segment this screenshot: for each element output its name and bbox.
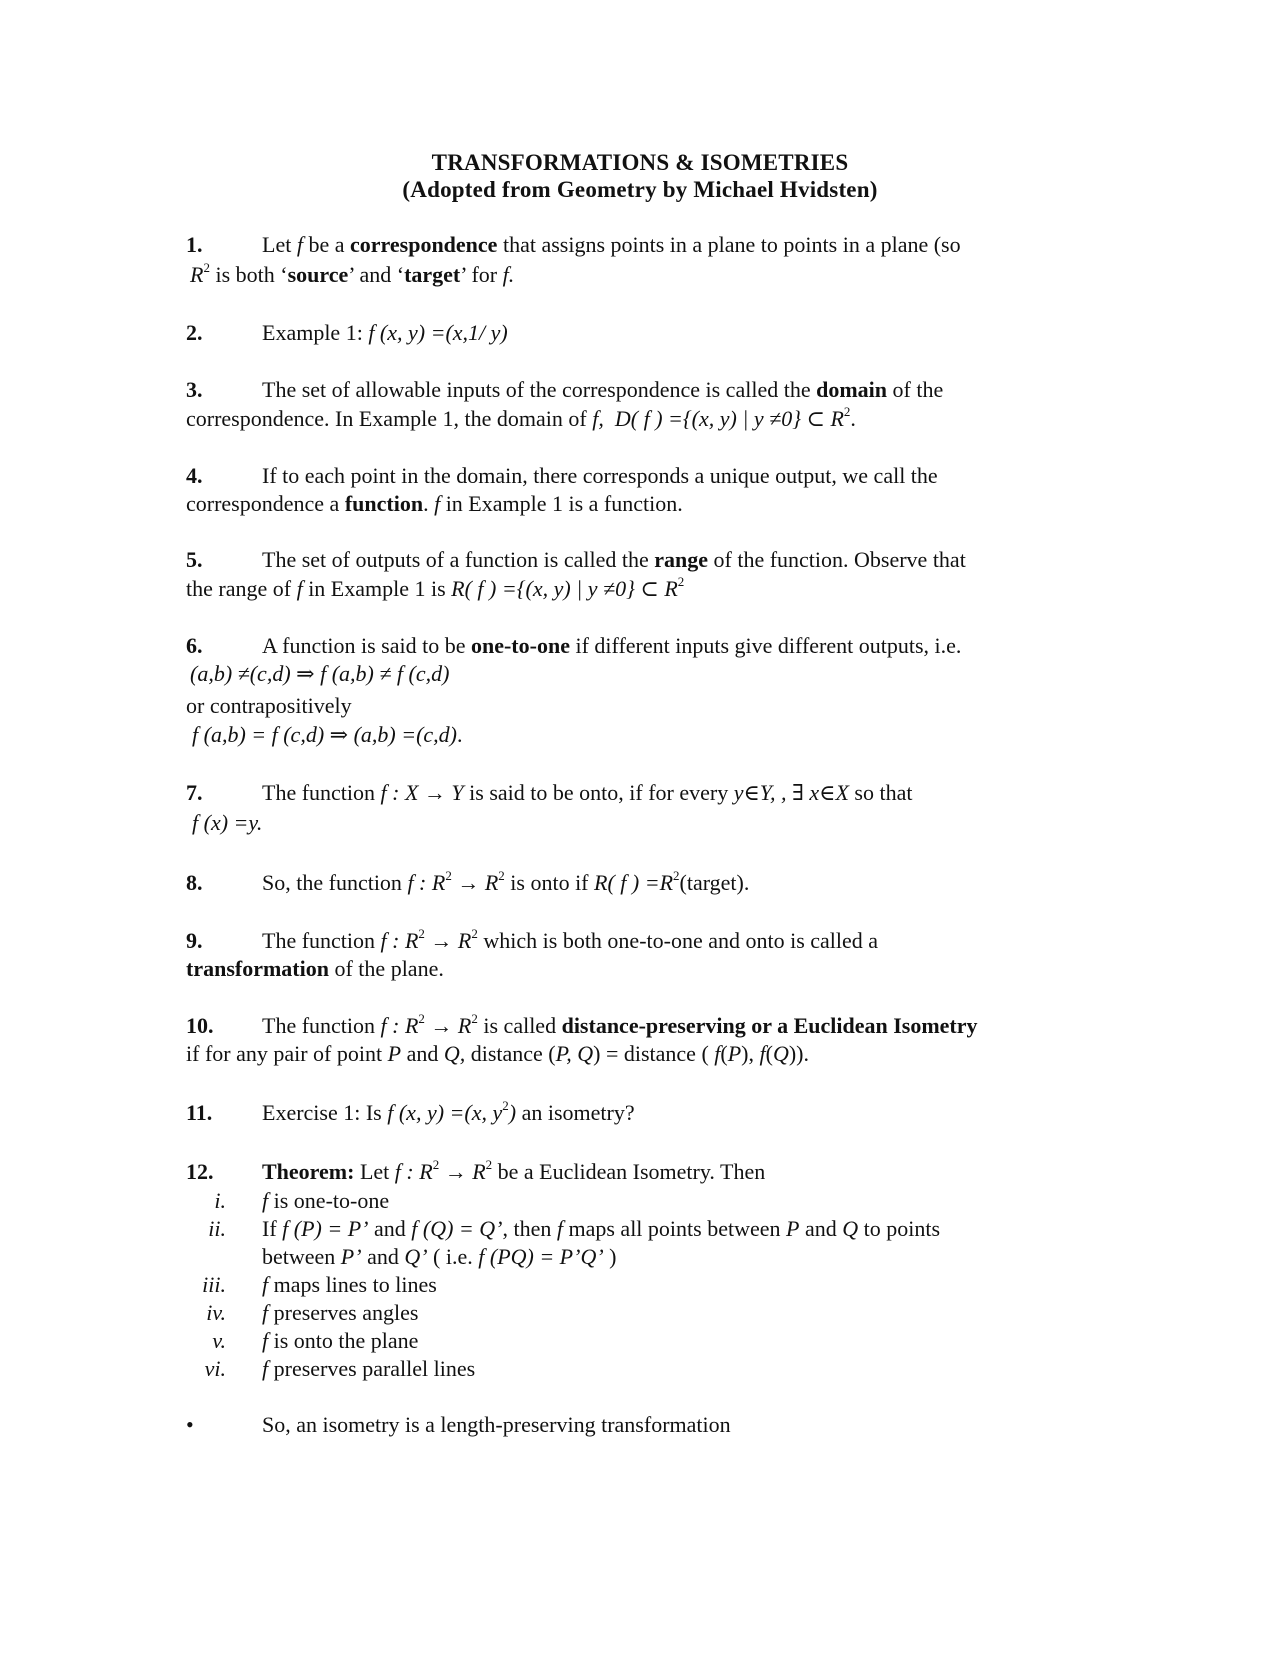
item-3-line-2: correspondence. In Example 1, the domain of f, D( f ) ={(x, y) | y ≠0} ⊂ $R^2$.	[186, 404, 856, 431]
theorem-item-4: f preserves angles	[262, 1300, 419, 1325]
item-11-line-1: Exercise 1: Is f (x, y) =(x, $y^2$) an isometry?	[262, 1098, 635, 1125]
item-4-line-1: If to each point in the domain, there corresponds a unique output, we call the	[262, 463, 938, 488]
item-number: 3.	[186, 377, 203, 402]
item-number: 8.	[186, 870, 203, 895]
theorem-numeral: iv.	[206, 1300, 226, 1325]
item-10-line-1: The function f : $R^2 \to R^2$ is called distance-preserving or a Euclidean Isometry	[262, 1011, 978, 1038]
theorem-item-3: f maps lines to lines	[262, 1272, 437, 1297]
theorem-numeral: i.	[214, 1188, 226, 1213]
theorem-item-2-cont: between P’ and Q’ ( i.e. f (PQ) = P’Q’ )	[262, 1244, 617, 1269]
bullet-icon: •	[186, 1412, 194, 1437]
item-8-line-1: So, the function f : $R^2 \to R^2$ is onto if R( f ) $=R^2(target)$.	[262, 868, 750, 895]
item-number: 6.	[186, 633, 203, 658]
item-number: 4.	[186, 463, 203, 488]
theorem-item-6: f preserves parallel lines	[262, 1356, 476, 1381]
page-title: TRANSFORMATIONS & ISOMETRIES	[431, 150, 849, 175]
theorem-item-5: f is onto the plane	[262, 1328, 419, 1353]
item-number: 12.	[186, 1159, 214, 1184]
item-5-line-2: the range of f in Example 1 is R( f ) ={(x, y) | y ≠0} ⊂ $R^2$	[186, 574, 685, 601]
item-1-line-2: $R^2$ is both ‘source’ and ‘target’ for f.	[190, 260, 515, 287]
item-3-line-1: The set of allowable inputs of the correspondence is called the domain of the	[262, 377, 944, 402]
item-2-line-1: Example 1: f (x, y) =(x,1/ y)	[262, 320, 508, 345]
item-12-line-1: Theorem: Let f : $R^2 \to R^2$ be a Euclidean Isometry. Then	[262, 1157, 766, 1184]
theorem-numeral: vi.	[204, 1356, 226, 1381]
item-5-line-1: The set of outputs of a function is called the range of the function. Observe that	[262, 547, 966, 572]
item-number: 1.	[186, 232, 203, 257]
item-number: 7.	[186, 780, 203, 805]
item-9-line-1: The function f : $R^2 \to R^2$ which is both one-to-one and onto is called a	[262, 926, 879, 953]
theorem-item-2: If f (P) = P’ and f (Q) = Q’, then f maps all points between P and Q to points	[262, 1216, 941, 1241]
item-6-line-2: (a,b) ≠(c,d) ⇒ f (a,b) ≠ f (c,d)	[190, 661, 450, 686]
item-10-line-2: if for any pair of point P and Q, distance (P, Q) = distance ( f(P), f(Q)).	[186, 1041, 809, 1066]
item-9-line-2: transformation of the plane.	[186, 956, 444, 981]
item-number: 5.	[186, 547, 203, 572]
item-6-line-4: f (a,b) = f (c,d) ⇒ (a,b) =(c,d).	[192, 722, 463, 747]
item-number: 9.	[186, 928, 203, 953]
item-4-line-2: correspondence a function. f in Example 1 is a function.	[186, 491, 683, 516]
item-6-line-3: or contrapositively	[186, 693, 352, 718]
page-subtitle: (Adopted from Geometry by Michael Hvidsten)	[402, 177, 878, 202]
theorem-numeral: iii.	[202, 1272, 226, 1297]
item-number: 10.	[186, 1013, 214, 1038]
theorem-numeral: ii.	[208, 1216, 226, 1241]
item-number: 11.	[186, 1100, 213, 1125]
item-7-line-1: The function f : X → Y is said to be onto, if for every y∈Y, , ∃ x∈X so that	[262, 780, 913, 805]
item-1-line-1: Let f be a correspondence that assigns points in a plane to points in a plane (so	[262, 232, 961, 257]
item-6-line-1: A function is said to be one-to-one if different inputs give different outputs, i.e.	[262, 633, 962, 658]
theorem-item-1: f is one-to-one	[262, 1188, 390, 1213]
item-number: 2.	[186, 320, 203, 345]
bullet-text: So, an isometry is a length-preserving transformation	[262, 1412, 731, 1437]
item-7-line-2: f (x) =y.	[192, 810, 263, 835]
theorem-numeral: v.	[212, 1328, 226, 1353]
